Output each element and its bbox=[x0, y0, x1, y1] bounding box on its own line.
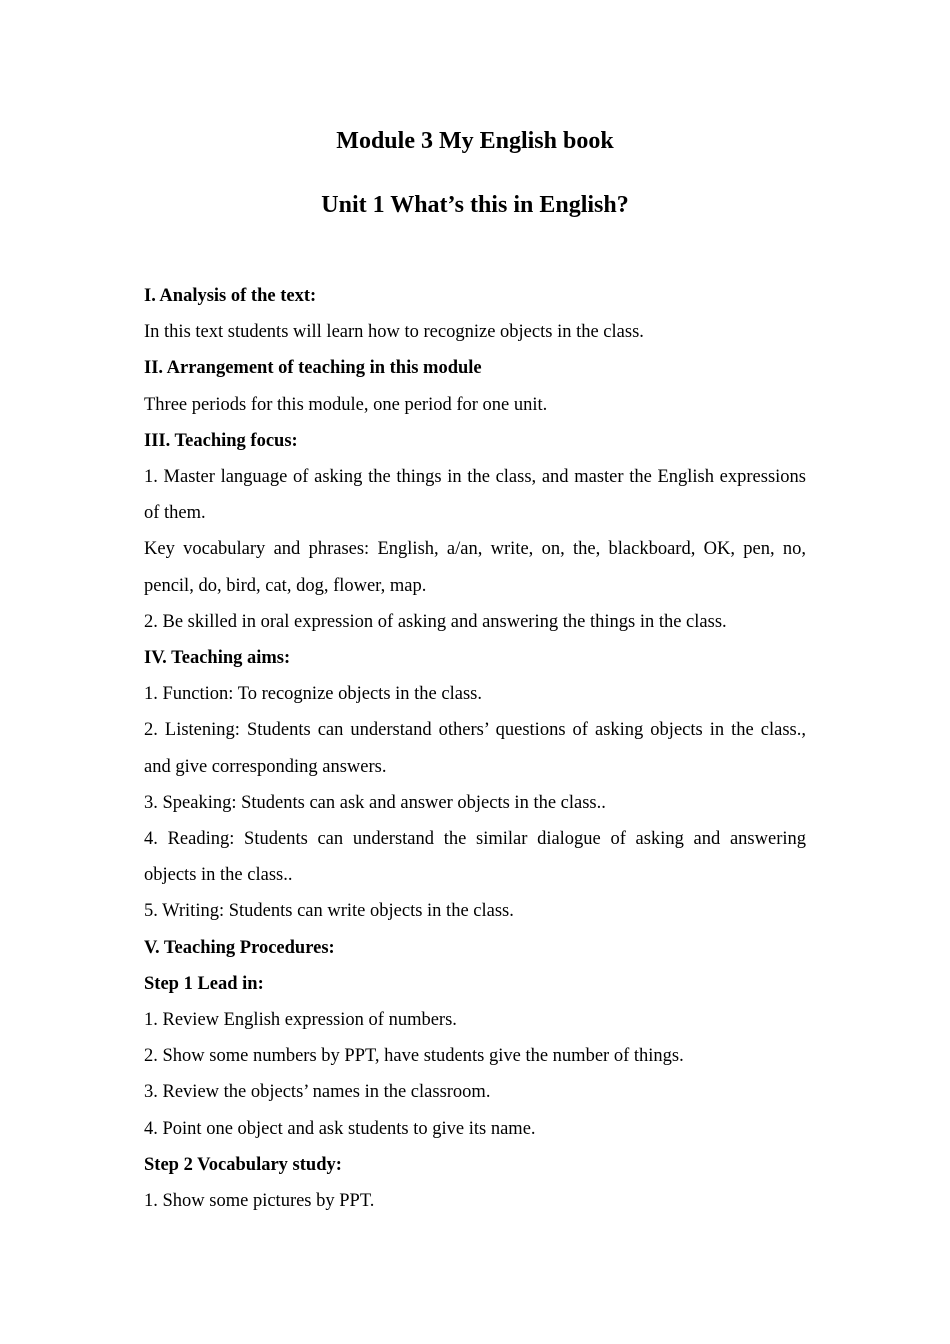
section-heading-teaching-aims: IV. Teaching aims: bbox=[144, 648, 291, 669]
paragraph: 1. Master language of asking the things in the class, and master the English expressions of them. bbox=[144, 467, 806, 524]
paragraph: 1. Function: To recognize objects in the class. bbox=[144, 684, 482, 705]
step-heading-vocabulary-study: Step 2 Vocabulary study: bbox=[144, 1154, 342, 1175]
paragraph: 3. Speaking: Students can ask and answer objects in the class.. bbox=[144, 792, 606, 813]
paragraph: Three periods for this module, one period for one unit. bbox=[144, 394, 548, 415]
document-subtitle: Unit 1 What’s this in English? bbox=[321, 192, 629, 218]
paragraph: In this text students will learn how to recognize objects in the class. bbox=[144, 322, 644, 343]
paragraph: 3. Review the objects’ names in the classroom. bbox=[144, 1082, 491, 1103]
document-body bbox=[144, 278, 806, 1219]
paragraph: Key vocabulary and phrases: English, a/an, write, on, the, blackboard, OK, pen, no, pencil, do, bird, cat, dog, flower, map. bbox=[144, 539, 806, 596]
section-heading-analysis: I. Analysis of the text: bbox=[144, 286, 317, 306]
section-heading-arrangement: II. Arrangement of teaching in this module bbox=[144, 358, 482, 379]
section-heading-teaching-focus: III. Teaching focus: bbox=[144, 430, 298, 451]
paragraph: 1. Review English expression of numbers. bbox=[144, 1010, 457, 1031]
section-heading-teaching-procedures: V. Teaching Procedures: bbox=[144, 937, 335, 958]
paragraph: 1. Show some pictures by PPT. bbox=[144, 1191, 375, 1212]
paragraph: 4. Reading: Students can understand the similar dialogue of asking and answering objects in the class.. bbox=[144, 829, 806, 886]
step-heading-lead-in: Step 1 Lead in: bbox=[144, 973, 264, 994]
paragraph: 5. Writing: Students can write objects in the class. bbox=[144, 901, 514, 922]
paragraph: 2. Be skilled in oral expression of asking and answering the things in the class. bbox=[144, 611, 727, 632]
paragraph: 2. Listening: Students can understand others’ questions of asking objects in the class., and give corresponding answers. bbox=[144, 720, 806, 777]
document-title: Module 3 My English book bbox=[336, 128, 614, 154]
paragraph: 2. Show some numbers by PPT, have students give the number of things. bbox=[144, 1046, 684, 1067]
paragraph: 4. Point one object and ask students to give its name. bbox=[144, 1118, 536, 1139]
